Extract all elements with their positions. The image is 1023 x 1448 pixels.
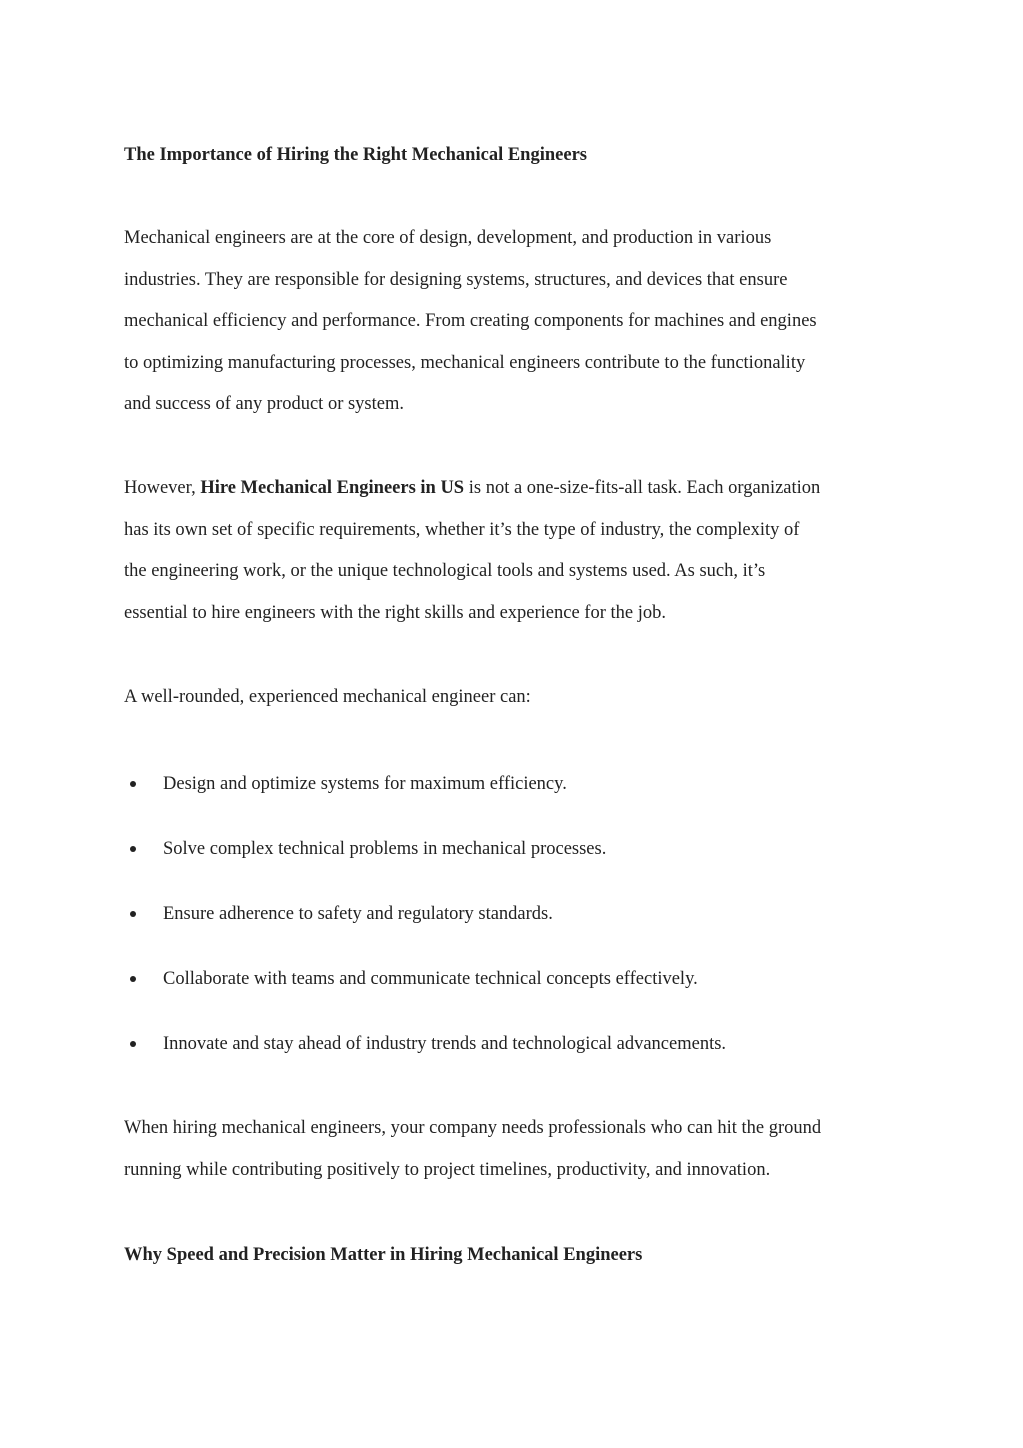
section-heading-speed-precision: Why Speed and Precision Matter in Hiring Mechanical Engineers [124, 1245, 643, 1265]
bullet-icon [130, 976, 136, 982]
paragraph-line: Mechanical engineers are at the core of design, development, and production in various [124, 228, 772, 248]
list-item [124, 765, 914, 830]
paragraph-line: industries. They are responsible for designing systems, structures, and devices that ensure [124, 269, 788, 290]
keyword-highlight: Hire Mechanical Engineers in US [200, 478, 465, 498]
intro-paragraph [124, 218, 914, 426]
paragraph-line: has its own set of specific requirements, whether it’s the type of industry, the complexity of [124, 519, 800, 540]
paragraph-line: the engineering work, or the unique technological tools and systems used. As such, it’s [124, 561, 766, 581]
skills-intro-paragraph: A well-rounded, experienced mechanical engineer can: [124, 687, 531, 707]
list-item-text: Innovate and stay ahead of industry trends and technological advancements. [163, 1034, 727, 1054]
bullet-icon [130, 911, 136, 917]
paragraph-line [124, 468, 914, 510]
list-item [124, 1025, 914, 1090]
list-item-text: Collaborate with teams and communicate technical concepts effectively. [163, 969, 698, 989]
requirements-paragraph [124, 468, 914, 634]
bullet-icon [130, 781, 136, 787]
paragraph-line: to optimizing manufacturing processes, mechanical engineers contribute to the functionality [124, 352, 806, 373]
paragraph-line: running while contributing positively to project timelines, productivity, and innovation. [124, 1159, 771, 1180]
bullet-icon [130, 1041, 136, 1047]
list-item-text: Design and optimize systems for maximum efficiency. [163, 774, 567, 794]
list-item [124, 895, 914, 960]
list-item-text: Solve complex technical problems in mechanical processes. [163, 839, 607, 859]
list-item [124, 960, 914, 1025]
list-item-text: Ensure adherence to safety and regulatory standards. [163, 904, 553, 924]
paragraph-line: essential to hire engineers with the right skills and experience for the job. [124, 602, 666, 623]
section-heading-importance: The Importance of Hiring the Right Mechanical Engineers [124, 145, 587, 165]
paragraph-line: and success of any product or system. [124, 394, 405, 414]
bullet-icon [130, 846, 136, 852]
hiring-paragraph [124, 1108, 914, 1191]
list-item [124, 830, 914, 895]
paragraph-text: However, [124, 478, 201, 498]
paragraph-line: When hiring mechanical engineers, your company needs professionals who can hit the ground [124, 1118, 822, 1138]
paragraph-text: is not a one-size-fits-all task. Each organization [464, 478, 821, 498]
paragraph-line: mechanical efficiency and performance. From creating components for machines and engines [124, 311, 817, 331]
skills-bullet-list [124, 765, 914, 1090]
